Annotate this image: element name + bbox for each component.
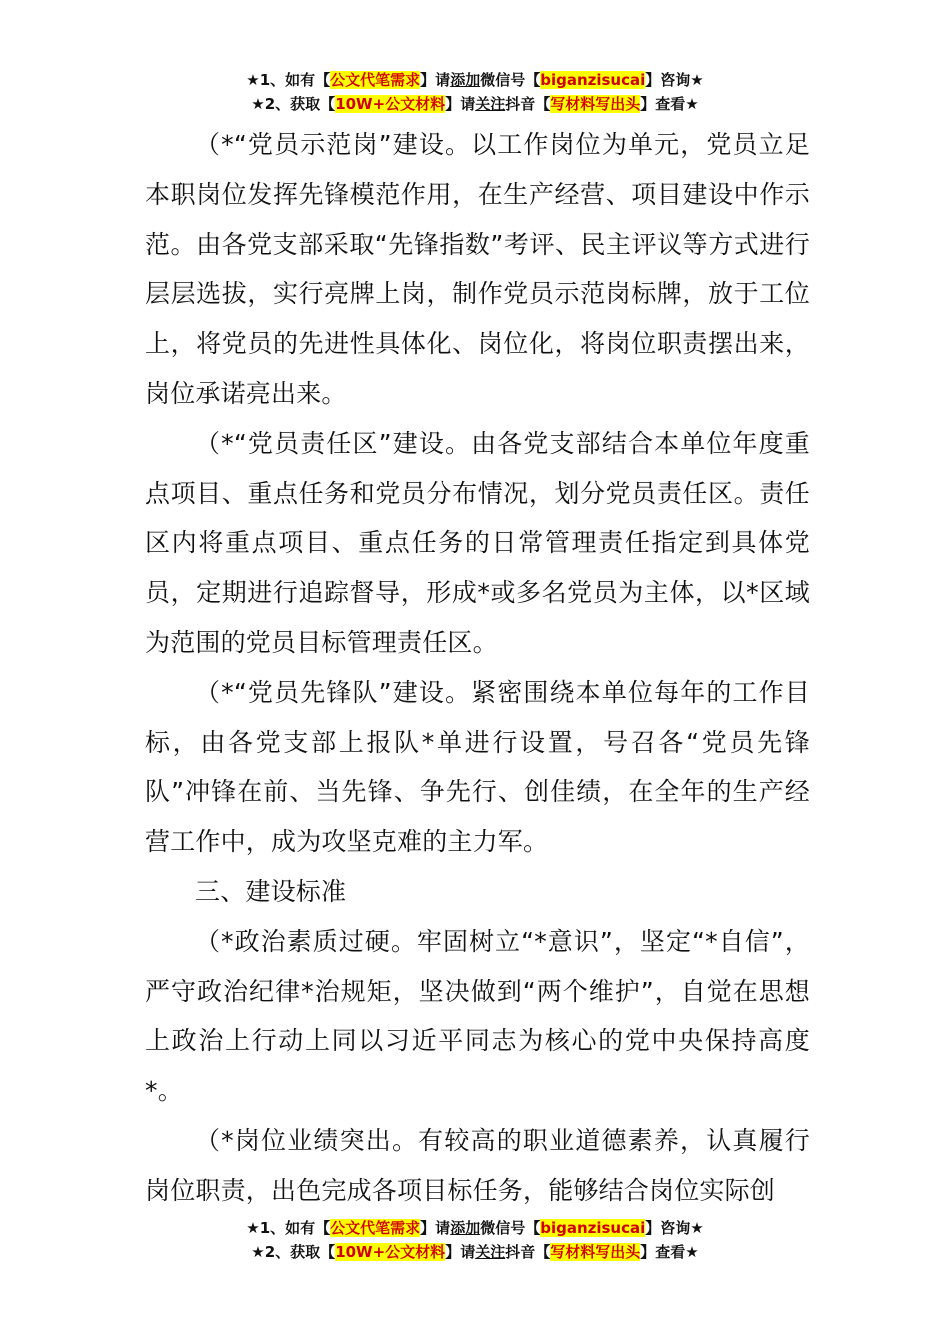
banner-line-1	[0, 68, 950, 92]
banner-line-2	[0, 92, 950, 116]
banner-text: 微信号【	[480, 71, 541, 89]
banner-text: 微信号【	[480, 1219, 541, 1237]
banner-text: 抖音【	[505, 95, 551, 113]
paragraph-party-model-post: （*“党员示范岗”建设。以工作岗位为单元，党员立足本职岗位发挥先锋模范作用，在生产经营、项目建设中作示范。由各党支部采取“先锋指数”考评、民主评议等方式进行层层选拔，实行亮牌上岗，制作党员示范岗标牌，放于工位上，将党员的先进性具体化、岗位化，将岗位职责摆出来，岗位承诺亮出来。	[145, 130, 810, 408]
banner-text: 抖音【	[505, 1243, 551, 1261]
banner-line-1	[0, 1216, 950, 1240]
paragraph-party-vanguard-team: （*“党员先锋队”建设。紧密围绕本单位每年的工作目标，由各党支部上报队*单进行设置，号召各“党员先锋队”冲锋在前、当先锋、争先行、创佳绩，在全年的生产经营工作中，成为攻坚克难的主力军。	[145, 677, 810, 857]
banner-underline: 关注	[475, 1243, 506, 1261]
banner-highlight: 10W+公文材料	[335, 95, 446, 113]
banner-text: 】请	[420, 1219, 451, 1237]
banner-text: ★1、如有【	[246, 71, 331, 89]
document-body	[145, 120, 810, 1216]
banner-highlight: 写材料写出头	[550, 1243, 641, 1261]
paragraph-political-quality: （*政治素质过硬。牢固树立“*意识”，坚定“*自信”，严守政治纪律*治规矩，坚决做到“两个维护”，自觉在思想上政治上行动上同以习近平同志为核心的党中央保持高度*。	[145, 926, 810, 1106]
banner-line-2	[0, 1240, 950, 1264]
banner-text: 】请	[445, 95, 476, 113]
banner-text: 】查看★	[640, 95, 699, 113]
banner-underline: 添加	[450, 1219, 481, 1237]
banner-text: 】咨询★	[645, 1219, 704, 1237]
banner-text: 】咨询★	[645, 71, 704, 89]
banner-highlight: 10W+公文材料	[335, 1243, 446, 1261]
banner-highlight: biganzisucai	[540, 1219, 646, 1237]
header-banner	[0, 68, 950, 116]
section-heading-standards: 三、建设标准	[195, 876, 347, 906]
banner-highlight: 写材料写出头	[550, 95, 641, 113]
banner-underline: 关注	[475, 95, 506, 113]
banner-text: ★2、获取【	[251, 95, 336, 113]
banner-text: ★2、获取【	[251, 1243, 336, 1261]
banner-highlight: 公文代笔需求	[330, 1219, 421, 1237]
banner-text: 】请	[420, 71, 451, 89]
banner-text: ★1、如有【	[246, 1219, 331, 1237]
banner-highlight: 公文代笔需求	[330, 71, 421, 89]
paragraph-job-performance: （*岗位业绩突出。有较高的职业道德素养，认真履行岗位职责，出色完成各项目标任务，能够结合岗位实际创	[145, 1125, 810, 1205]
banner-highlight: biganzisucai	[540, 71, 646, 89]
banner-text: 】请	[445, 1243, 476, 1261]
paragraph-party-responsibility-zone: （*“党员责任区”建设。由各党支部结合本单位年度重点项目、重点任务和党员分布情况，划分党员责任区。责任区内将重点项目、重点任务的日常管理责任指定到具体党员，定期进行追踪督导，形成*或多名党员为主体，以*区域为范围的党员目标管理责任区。	[145, 428, 810, 657]
banner-text: 】查看★	[640, 1243, 699, 1261]
banner-underline: 添加	[450, 71, 481, 89]
footer-banner	[0, 1216, 950, 1264]
